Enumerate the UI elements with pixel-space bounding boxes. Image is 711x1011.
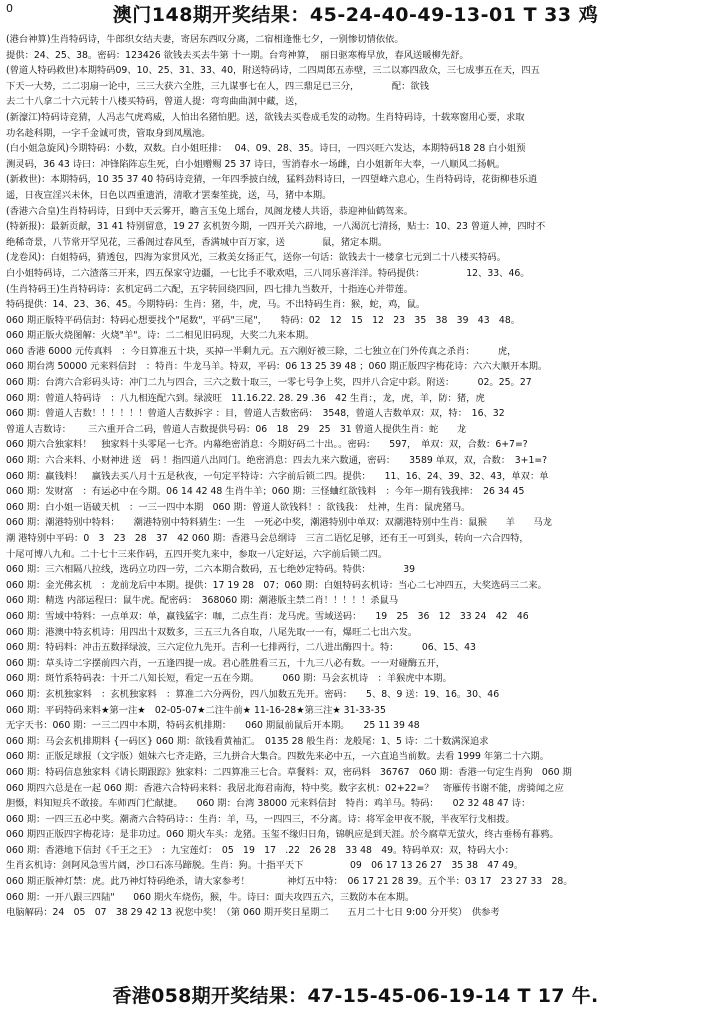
text-line: (新濠江)特码诗竞猜，人冯志气虎鸡威，人怕出名猪怕肥。送，欲钱去买卷成毛发的动物。生肖特码诗，十载寒窗用心要，求取 [6, 111, 525, 123]
text-line: 060 期：发财富 ：有运必中在今期。06 14 42 48 生肖牛羊；060 期：三怪蛐红欲钱料 ：今年一期有钱我摔： 26 34 45 [6, 486, 525, 498]
text-line: 060 期：雪域中特料：一点单双：单，赢钱猛字：咖，二点生肖：龙马虎。雪域送码： 19 25 36 12 33 24 42 46 [6, 610, 529, 622]
text-line: (新救世)：本期特码，10 35 37 40 特码诗竞猜，一年四季披白绒，猛料劲料诗曰，一四望峰六息心，生肖特码诗，花街柳巷乐逍 [6, 174, 538, 186]
text-line: 去二十八拿二十六元转十八楼买特码，曾道人提：弯弯曲曲洞中藏，送， [6, 96, 304, 108]
header-title: 澳门148期开奖结果：45-24-40-49-13-01 T 33 鸡 [112, 4, 599, 26]
footer-title: 香港058期开奖结果：47-15-45-06-19-14 T 17 牛. [112, 985, 599, 1007]
text-line: 白小姐特码诗，二六渣落三开来，四五保家守边疆，一七比手不歌欢唱，三八同乐喜洋洋。特码提供： 12、33、46。 [6, 267, 530, 279]
text-line: 十尾可博八九和。二十七十三来作码，五四开奖九来中，参取一八定好运，六字前后锁二四。 [6, 548, 388, 560]
text-line: 060 期六合独家料！ 独家料十头零尾一七齐。内幕绝密消息：今期好码二十出。。密码： 597， 单双：双，合数：6+7=? [6, 439, 528, 451]
text-line: 测灵码，36 43 诗曰：冲锋陷阵忘生死，白小姐赠赐 25 37 诗曰，雪消春水一场雌，白小姐新年大奉，一八顺风二扬帆。 [6, 158, 506, 170]
text-line: 060 期：斑竹系特码表：十开二八知长短，看定一五在今期。 060 期：马会玄机诗 ：羊猴虎中本期。 [6, 673, 452, 685]
text-line: 060 期：曾道人吉数！！！！！！曾道人吉数拆字 ：目，曾道人吉数密码： 3548，曾道人吉数单双：双，特： 16、32 [6, 408, 505, 420]
text-line: 遥，日夜宣淫兴未休，日色以西重遗消，清歌才罢秦笙拢，送，马，猪中本期。 [6, 189, 332, 201]
text-line: 060 期四正版四字梅花诗：是非功过。060 期火车头：龙猪。玉玺不缘归日角，锦帆应是到天涯。於今腐草无萤火，终古垂杨有暮鸦。 [6, 829, 559, 841]
page-number: 0 [6, 2, 13, 15]
text-line: 060 期：白小姐一语破天机 ：一三一四中本期 060 期：曾道人欲钱料！：欲钱我： 灶神，生肖：鼠虎猪马。 [6, 501, 471, 513]
text-line: 060 期：三六相隔八拉线，选码立功四一劳，二六本期合数码，五七绝妙定特码。特供： 39 [6, 564, 416, 576]
text-line: 曾道人吉数诗： 三六重开合二码，曾道人吉数提供号码：06 18 29 25 31 曾道人提供生肖：蛇 龙 [6, 423, 467, 435]
text-line: 060 期：特码料：冲击五数择绿波，三六定位九先开。吉利一七排两行，二八进出酶四十。特： 06、15、43 [6, 642, 476, 654]
text-line: 060 期：一四三五必中奖。潮斋六合特码诗：：生肖：羊，马，一四四三，不分离。诗：将军金甲夜不脱，半夜军行戈相拨。 [6, 813, 515, 825]
text-line: 060 期：一开八跟三四陆" 060 期火车烧伤，猴，牛。诗曰：面夫攻四五六，三数防本在本期。 [6, 891, 415, 903]
text-line: 电脑解码：24 05 07 38 29 42 13 祝您中奖！（第 060 期开奖日星期二 五月二十七日 9:00 分开奖） 供参考 [6, 907, 500, 919]
text-line: 下天一大势，二二羽扇一论中，三三大获六全胜，三九谋事七在人，四三鼎足已三分， 配：欲钱 [6, 80, 430, 92]
text-line: (曾道人特码救世)本期特码09、10、25、31、33、40，附送特码诗，二四周郎五赤壁，三二以寡四敌众，三七成事五在天，四五 [6, 65, 540, 77]
text-line: 特码提供：14、23、36、45。今期特码：生肖：猪，牛，虎，马。不出特码生肖：猴，蛇，鸡，鼠。 [6, 299, 426, 311]
text-line: 060 期正版特平码信封：特码心想要找个"尾数"，平码"三尾"， 特码：02 12 15 12 23 35 38 39 43 48。 [6, 314, 521, 326]
text-line: 生肖玄机诗：剑阿风急雪片阔，沙口石冻马蹄脱。生肖：狗。十指平天下 09 06 17 13 26 27 35 38 47 49。 [6, 860, 524, 872]
text-line: (生肖特码王)生肖特码诗：玄机定码二六配，五字转回绕四回，四七排九当数开，十指连心并带莲。 [6, 283, 414, 295]
body-text [6, 32, 706, 921]
text-line: 060 期正版神灯禁：虎。此乃神灯特码绝杀，请大家参考！ 神灯五中特： 06 17 21 28 39。五个半：03 17 23 27 33 28。 [6, 876, 573, 888]
text-line: (香港六合皇)生肖特码诗，日到中天云雾开，瞻言玉兔上瑶台，凤阁龙楼人共语，恭迎神仙鹤驾来。 [6, 205, 414, 217]
text-line: 功名趁科期，一字千金诚可贵，管取身到凤凰池。 [6, 127, 211, 139]
text-line: 060 期：台湾六合彩码头诗：冲门二九与四合，三六之数十取三，一零七号争上奖，四并八合定中彩。附送： 02。25。27 [6, 377, 532, 389]
text-line: 060 期四六总是在一起 060 期：香港六合特码来料：我居北海君南海，特中奖。数字玄机：02+22=？ 寄雁传书谢不能，虏骑闻之应 [6, 782, 564, 794]
text-line: 060 期：金光佛玄机 ：龙前龙后中本期。提供：17 19 28 07；060 期：白姐特码玄机诗：当心二七冲四五，大奖选码三二来。 [6, 579, 547, 591]
text-line: 060 期：六合来料、小财神进 送 码 ！指四道八出同门。绝密消息：四去九来六数通，密码： 3589 单双，双，合数： 3+1=? [6, 455, 548, 467]
text-line: 060 期：玄机独家料 ：玄机独家料 ：算准二六分两份，四八加数五先开。密码： 5、8、9 送：19、16。30、46 [6, 688, 500, 700]
text-line: 060 期：精选 内部运程曰：鼠牛虎。配密码： 368060 期：潮港版主禁二肖！！！！！杀鼠马 [6, 595, 399, 607]
text-line: 无字天书：060 期：一三二四中本期，特码玄机排期： 060 期鼠前鼠后开本期。 25 11 39 48 [6, 720, 420, 732]
text-line: 提供：24、25、38。密码：123426 欲钱去买去牛第 十一期。台弯神算， 丽日驱寒梅早放，春风送暖柳先舒。 [6, 49, 469, 61]
text-line: 060 期正版火烧图解：火烧"羊"。诗：二二相见旧码现，大奖二九来本期。 [6, 330, 315, 342]
text-line: 绝稀奇景，八节常开罕见花，三番阁过春风至，香满城中百万家，送 鼠，猪定本期。 [6, 236, 388, 248]
text-line: (特新报)：最新贡献，31 41 特别留意，19 27 玄机贺今期，一四开关六辟地，一八渴沉七清扬，贴士：10、23 曾道人神，四时不 [6, 221, 546, 233]
text-line: 060 期：赢钱料！ 赢钱去买八月十五是秋夜，一句定平特诗：六字前后锁二四。提供： 11、16、24、39、32、43，单双：单 [6, 470, 549, 482]
text-line: (白小姐急旋风)今期特码：小数，双数。白小姐旺排： 04、09、28、35。诗曰，一四兴旺六发达，本期特码18 28 白小姐预 [6, 143, 526, 155]
text-line: 060 期：特码信息独家料《请长期跟踪》独家料：二四算准三七合。草餐料：双，密码料 36767 060 期：香港一句定生肖狗 060 期 [6, 766, 572, 778]
text-line: 060 期：潮港特别中特料： 潮港特别中特料猜生：一生 一死必中奖，潮港特别中单双：双潮港特别中生肖：鼠猴 羊 马龙 [6, 517, 552, 529]
text-line: 060 期：马会玄机排期料 {一码区} 060 期：欲钱看黄袖汇。 0135 28 般生肖：龙般尾：1、5 诗：二十数满深追求 [6, 735, 489, 747]
text-line: 潮 港特别中平码：0 3 23 28 37 42 060 期：香港马会总纲诗 三言二语忆足够，还有王一可到头，转向一六合四特， [6, 533, 529, 544]
text-line: 060 期：草头诗二字摆前四六肖，一五逢四提一成。君心胜胜看三五，十九三八必有数。一一对碰酶五开， [6, 657, 446, 669]
text-line: (龙卷风)：白姐特码，猜透包，四海为家贯风光，三救美女扬正气，送你一句话：欲钱去十一楼拿七元到二十八楼买特码。 [6, 252, 506, 264]
text-line: 060 香港 6000 元传真料 ：今日算准五十块，买掉一半剩九元。五六刚好被三除，二七独立在门外传真之杀肖： 虎， [6, 345, 517, 357]
text-line: 胆慑，料知短兵不敢接。车师西门伫献捷。 060 期：台湾 38000 元来料信封 特肖：鸡羊马。特码： 02 32 48 47 诗： [6, 798, 531, 810]
text-line: 060 期：平码特码来料★第一注★ 02-05-07★二注牛前★ 11-16-28★第三注★ 31-33-35 [6, 704, 386, 716]
text-line: (港台神算)生肖特码诗，牛郎织女结夫妻，寄居东西叹分离，二宿相逢惟七夕，一别惨切情依依。 [6, 34, 404, 45]
text-line: 060 期：港澳中特玄机诗：用四出十双数多，三五三九各自取，八尾先取一一有，爆旺二七出六发。 [6, 626, 418, 638]
text-line: 060 期：香港地下信封《千王之王》 ：九宝莲灯： 05 19 17 .22 26 28 33 48 49。特码单双：双，特码大小： [6, 844, 514, 856]
text-line: 060 期台湾 50000 元来料信封 ：特肖：牛龙马羊。特双，平码：06 13 25 39 48 ；060 期正版四字梅花诗：六六大顺开本期。 [6, 361, 548, 373]
text-line: 060 期：正版足球报（文字版）姐妹六七齐走路，三九拼合大集合。四数先来必中五，一六直追当前数。去看 1999 年第二十六期。 [6, 751, 550, 763]
text-line: 060 期：曾道人特码诗 ：八九相连配六到。绿波旺 11.16.22. 28. 29 .36 42 生肖：，龙，虎，羊，防：猪，虎 [6, 392, 485, 404]
